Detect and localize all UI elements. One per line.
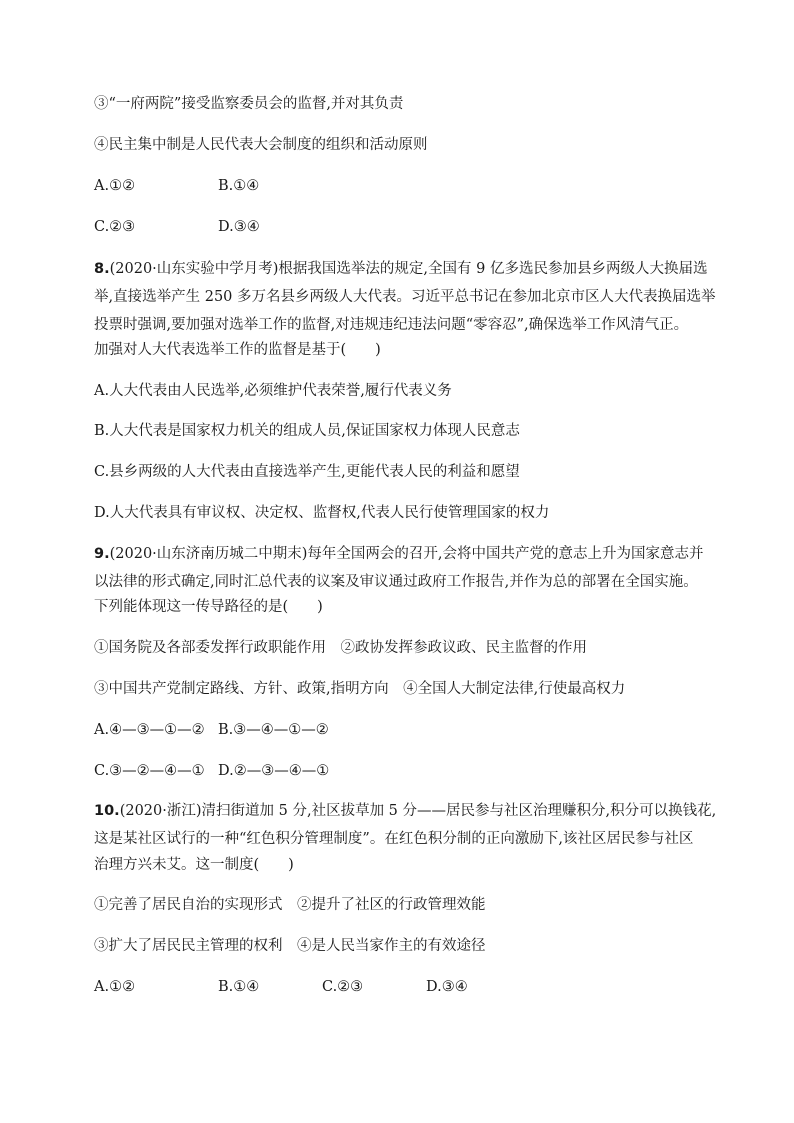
q7-statement-3: ③“一府两院”接受监察委员会的监督,并对其负责 (94, 96, 404, 112)
q9-number: 9. (94, 546, 110, 562)
q7-option-c[interactable]: C.②③ (94, 219, 136, 235)
q7-option-d[interactable]: D.③④ (218, 219, 260, 235)
q7-statement-4: ④民主集中制是人民代表大会制度的组织和活动原则 (94, 137, 428, 153)
q8-option-a[interactable]: A.人大代表由人民选举,必须维护代表荣誉,履行代表义务 (94, 383, 452, 399)
q7-options-row-2 (94, 220, 260, 235)
q10-stem-line-1: 10.(2020·浙江)清扫街道加 5 分,社区拔草加 5 分——居民参与社区治理赚积分,积分可以换钱花, (94, 803, 717, 819)
q10-option-b[interactable]: B.①④ (218, 979, 260, 995)
q10-statements-line-2: ③扩大了居民民主管理的权利 ④是人民当家作主的有效途径 (94, 938, 486, 954)
q9-stem-line-2: 以法律的形式确定,同时汇总代表的议案及审议通过政府工作报告,并作为总的部署在全国实施。 (94, 574, 698, 590)
q9-statements-line-1: ①国务院及各部委发挥行政职能作用 ②政协发挥参政议政、民主监督的作用 (94, 640, 587, 656)
q10-option-a[interactable]: A.①② (94, 979, 136, 995)
q8-option-c[interactable]: C.县乡两级的人大代表由直接选举产生,更能代表人民的利益和愿望 (94, 464, 520, 480)
q8-stem-line-4: 加强对人大代表选举工作的监督是基于( ) (94, 342, 381, 358)
q9-option-d[interactable]: D.②—③—④—① (218, 763, 330, 779)
q9-stem-line-1: 9.(2020·山东济南历城二中期末)每年全国两会的召开,会将中国共产党的意志上升为国家意志并 (94, 546, 704, 562)
q9-statements-line-2: ③中国共产党制定路线、方针、政策,指明方向 ④全国人大制定法律,行使最高权力 (94, 681, 626, 697)
q8-stem-line-2: 举,直接选举产生 250 多万名县乡两级人大代表。习近平总书记在参加北京市区人大代表换届选举 (94, 289, 716, 305)
q10-statements-line-1: ①完善了居民自治的实现形式 ②提升了社区的行政管理效能 (94, 897, 486, 913)
q10-options-row (94, 980, 468, 995)
q8-option-d[interactable]: D.人大代表具有审议权、决定权、监督权,代表人民行使管理国家的权力 (94, 505, 550, 521)
q9-option-b[interactable]: B.③—④—①—② (218, 722, 329, 738)
q9-option-c[interactable]: C.③—②—④—① (94, 763, 205, 779)
q7-option-a[interactable]: A.①② (94, 178, 136, 194)
q10-number: 10. (94, 803, 120, 819)
q8-stem-line-1: 8.(2020·山东实验中学月考)根据我国选举法的规定,全国有 9 亿多选民参加县乡两级人大换届选 (94, 261, 708, 277)
q9-options-row-2 (94, 764, 329, 779)
q10-stem-line-2: 这是某社区试行的一种“红色积分管理制度”。在红色积分制的正向激励下,该社区居民参与社区 (94, 831, 694, 847)
q8-option-b[interactable]: B.人大代表是国家权力机关的组成人员,保证国家权力体现人民意志 (94, 423, 520, 439)
q10-stem-line-3: 治理方兴未艾。这一制度( ) (94, 857, 294, 873)
q9-option-a[interactable]: A.④—③—①—② (94, 722, 205, 738)
q7-options-row-1 (94, 179, 259, 194)
q8-stem-line-3: 投票时强调,要加强对选举工作的监督,对违规违纪违法问题“零容忍”,确保选举工作风清气正。 (94, 317, 689, 333)
q9-stem-line-3: 下列能体现这一传导路径的是( ) (94, 599, 323, 615)
q10-option-d[interactable]: D.③④ (426, 979, 468, 995)
q7-option-b[interactable]: B.①④ (218, 178, 260, 194)
q10-option-c[interactable]: C.②③ (322, 979, 364, 995)
q9-options-row-1 (94, 723, 329, 738)
q8-number: 8. (94, 261, 110, 277)
